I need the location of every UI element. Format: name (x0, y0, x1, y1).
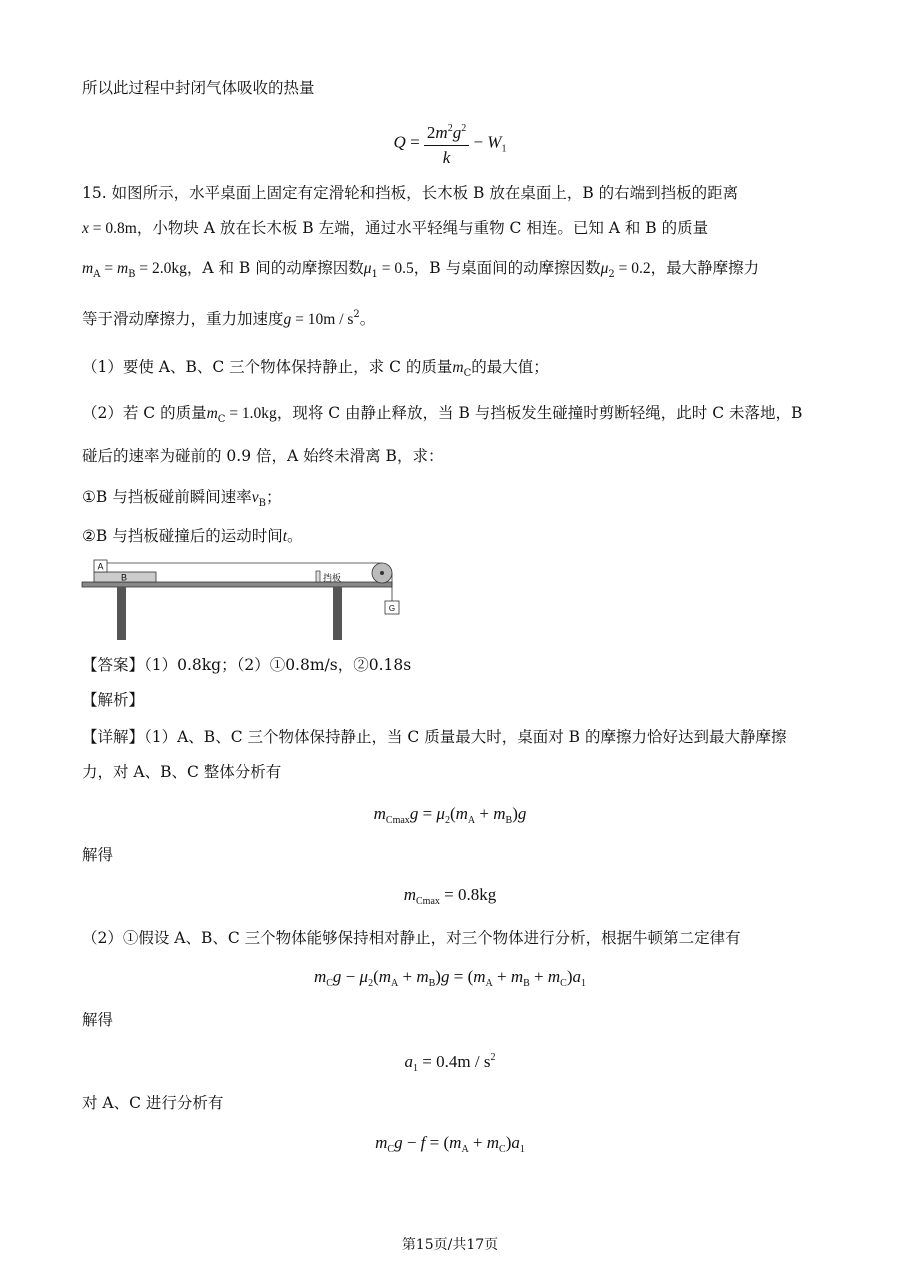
label-a: A (97, 561, 104, 572)
table-top (82, 582, 392, 587)
result-cmax: $m_{Cmax} = 0.8kg$ (403, 885, 497, 907)
detail-line2: 力，对 A、B、C 整体分析有 (82, 763, 282, 781)
q15-part2-ii: ②B 与挡板碰撞后的运动时间t。 (82, 527, 303, 545)
equation-ac: $m_Cg - f = (m_A + m_C)a_1$ (375, 1133, 525, 1155)
label-weight: G (388, 604, 396, 613)
label-baffle: 挡板 (323, 573, 342, 583)
setup-figure (80, 556, 410, 642)
q15-line2: x = 0.8m，小物块 A 放在长木板 B 左端，通过水平轻绳与重物 C 相连。已知 A 和 B 的质量 (82, 219, 709, 237)
baffle (316, 571, 320, 582)
q15-part2-line2: 碰后的速率为碰前的 0.9 倍，A 始终未滑离 B，求： (82, 447, 444, 465)
equation-cmax: $m_{Cmax}g = \mu_2(m_A + m_B)g$ (373, 804, 527, 826)
answer-line: 【答案】（1）0.8kg；（2）①0.8m/s，②0.18s (82, 656, 412, 674)
equation-newton: $m_Cg - \mu_2(m_A + m_B)g = (m_A + m_B + m_C)a_1$ (313, 967, 587, 989)
detail-line1: 【详解】（1）A、B、C 三个物体保持静止，当 C 质量最大时，桌面对 B 的摩擦力恰好达到最大静摩擦 (82, 728, 787, 746)
solve-label-2: 解得 (82, 1011, 114, 1029)
q15-line4: 等于滑动摩擦力，重力加速度$g = 10m / s^2$。 (82, 309, 376, 328)
table-leg-right (333, 587, 342, 640)
label-b: B (120, 572, 128, 583)
q15-part2: （2）若 C 的质量$m_C = 1.0kg$，现将 C 由静止释放，当 B 与挡板发生碰撞时剪断轻绳，此时 C 未落地，B (82, 404, 803, 425)
heat-equation: Q = $\frac{2m^2g^2}{k}$ − $W_1$ (0, 118, 900, 169)
ac-analysis: 对 A、C 进行分析有 (82, 1094, 224, 1112)
q15-line1: 15. 如图所示，水平桌面上固定有定滑轮和挡板，长木板 B 放在桌面上，B 的右端到挡板的距离 (82, 184, 739, 202)
q15-line3: $m_A = m_B = 2.0kg$，A 和 B 间的动摩擦因数$\mu_1 = 0.5$，B 与桌面间的动摩擦因数$\mu_2 = 0.2$，最大静摩擦力 (82, 259, 760, 280)
q15-part2-i: ①B 与挡板碰前瞬间速率$v_B$； (82, 488, 282, 509)
q15-part1: （1）要使 A、B、C 三个物体保持静止，求 C 的质量$m_C$的最大值； (82, 358, 549, 379)
result-a1: $a_1 = 0.4m / s^2$ (404, 1052, 496, 1074)
solve-label-1: 解得 (82, 846, 114, 864)
intro-text: 所以此过程中封闭气体吸收的热量 (82, 79, 315, 97)
part2-line: （2）①假设 A、B、C 三个物体能够保持相对静止，对三个物体进行分析，根据牛顿第二定律有 (82, 929, 741, 947)
table-leg-left (117, 587, 126, 640)
page-footer: 第15页/共17页 (401, 1237, 499, 1253)
analysis-heading: 【解析】 (82, 691, 145, 709)
